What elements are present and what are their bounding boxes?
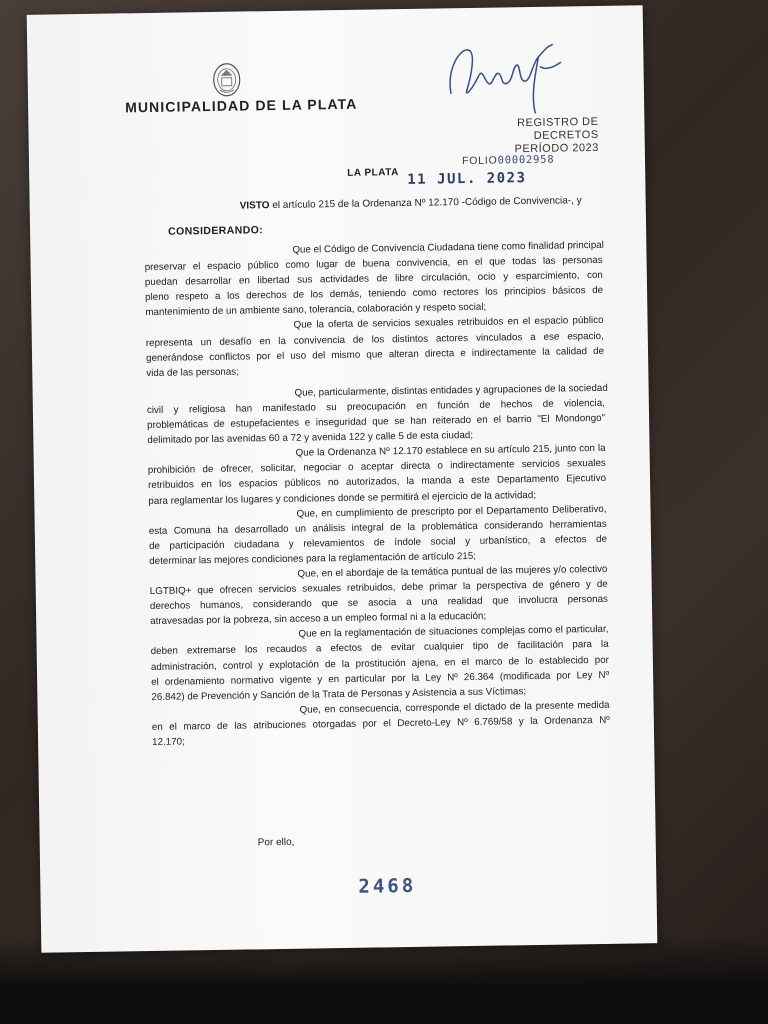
text-line: vida de las personas; bbox=[146, 366, 239, 379]
municipal-seal-icon bbox=[211, 62, 242, 98]
paragraph bbox=[147, 381, 606, 449]
paragraph bbox=[150, 622, 609, 705]
paragraph bbox=[152, 698, 611, 750]
text-line: deben extremarse los recaudos a efectos de evitar cualquier tipo de facilitación para la bbox=[150, 639, 609, 658]
signature bbox=[442, 36, 568, 118]
decree-number-stamp: 2468 bbox=[358, 874, 417, 898]
text-line: representa un desafío en la convivencia de los distintos actores vinculados a ese espacio, bbox=[145, 330, 604, 349]
text-line: determinar las mejores condiciones para la reglamentación de artículo 215; bbox=[149, 550, 477, 567]
text-line: 12.170; bbox=[152, 736, 185, 749]
text-line: el ordenamiento normativo vigente y en particular por la Ley Nº 26.364 (modificada por Ley Nº bbox=[151, 669, 610, 688]
text-line: LGTBIQ+ que ofrecen servicios sexuales retribuidos, debe primar la perspectiva de género y de bbox=[149, 578, 608, 598]
closing-text: Por ello, bbox=[257, 836, 295, 849]
text-line: Que el Código de Convivencia Ciudadana tiene como finalidad principal bbox=[292, 239, 604, 256]
text-line: Que en la reglamentación de situaciones complejas como el particular, bbox=[298, 624, 609, 641]
text-line: pleno respeto a los derechos de los demás, teniendo como rectores los principios básicos de bbox=[145, 285, 604, 304]
text-line: Que, en el abordaje de la temática puntual de las mujeres y/o colectivo bbox=[297, 563, 608, 580]
text-line: preservar el espacio público como lugar de buena convivencia, en el que todas las personas bbox=[144, 254, 603, 274]
text-line: esta Comuna ha desarrollado un análisis integral de la problemática considerando herramientas bbox=[148, 518, 607, 537]
date-stamp: 11 JUL. 2023 bbox=[407, 170, 527, 188]
text-line: Que la Ordenanza Nº 12.170 establece en su artículo 215, junto con la bbox=[295, 443, 606, 459]
text-line: administración, control y explotación de la prostitución ajena, en el marco de lo establecido por bbox=[150, 654, 609, 673]
text-line: mantenimiento de un ambiente sano, tolerancia, colaboración y respeto social; bbox=[145, 302, 487, 319]
text-line: para reglamentar los lugares y condiciones donde se permitirá el ejercicio de la actividad; bbox=[148, 489, 537, 507]
text-line: Que la oferta de servicios sexuales retribuidos en el espacio público bbox=[293, 315, 604, 332]
text-line: delimitado por las avenidas 60 a 72 y avenida 122 y calle 5 de esta ciudad; bbox=[147, 430, 474, 447]
considerando-heading: CONSIDERANDO: bbox=[167, 224, 264, 238]
organization-name: MUNICIPALIDAD DE LA PLATA bbox=[125, 95, 358, 116]
text-line: prohibición de ofrecer, solicitar, negociar o aceptar directa o indirectamente servicios sexuales bbox=[147, 458, 606, 477]
text-line: en el marco de las atribuciones otorgadas por el Decreto-Ley Nº 6.769/58 y la Ordenanza Nº bbox=[151, 714, 610, 733]
paragraph bbox=[144, 238, 603, 321]
text-line: retribuidos en los espacios públicos no autorizados, la manda a este Departamento Ejecutivo bbox=[147, 473, 607, 492]
text-line: problemáticas de estupefacientes e inseguridad que se han reiterado en el barrio "El Mondongo" bbox=[147, 412, 606, 432]
visto-line bbox=[240, 195, 582, 211]
paragraph bbox=[147, 441, 606, 509]
paragraph bbox=[145, 313, 604, 381]
paragraph bbox=[149, 562, 608, 630]
text-line: de participación ciudadana y relevamientos de índole social y urbanístico, a efectos de bbox=[148, 533, 608, 552]
text-line: Que, en consecuencia, corresponde el dictado de la presente medida bbox=[299, 699, 610, 716]
text-line: atravesadas por la pobreza, sin acceso a un empleo formal ni a la educación; bbox=[150, 611, 487, 628]
visto-label: VISTO bbox=[239, 200, 270, 212]
decree-document bbox=[27, 5, 658, 953]
paragraph bbox=[148, 501, 607, 569]
folio-number: 00002958 bbox=[497, 153, 555, 167]
text-line: generándose conflictos por el uso del mismo que alteran directa e indirectamente la calidad de bbox=[145, 345, 605, 364]
registry-stamp bbox=[456, 116, 599, 157]
text-line: derechos humanos, considerando que se asocia a una realidad que involucra personas bbox=[149, 593, 609, 613]
text-line: 26.842) de Prevención y Sanción de la Trata de Personas y Asistencia a sus Víctimas; bbox=[151, 685, 527, 703]
registry-period: PERÍODO 2023 bbox=[514, 141, 599, 156]
folio-stamp bbox=[462, 154, 555, 167]
considerando-body bbox=[144, 238, 610, 750]
text-line: Que, particularmente, distintas entidades y agrupaciones de la sociedad bbox=[294, 382, 608, 399]
folio-label: FOLIO bbox=[461, 154, 498, 168]
text-line: civil y religiosa han manifestado su preocupación en función de hechos de violencia, bbox=[146, 397, 605, 416]
text-line: puedan desarrollar en libertad sus actividades de libre circulación, ocio y esparcimiento, con bbox=[144, 270, 603, 289]
text-line: Que, en cumplimiento de prescripto por el Departamento Deliberativo, bbox=[296, 503, 607, 520]
place-label: LA PLATA bbox=[347, 167, 399, 179]
registry-title: REGISTRO DE DECRETOS bbox=[517, 115, 599, 142]
visto-text: el artículo 215 de la Ordenanza Nº 12.170 -Código de Convivencia-, y bbox=[272, 195, 582, 212]
